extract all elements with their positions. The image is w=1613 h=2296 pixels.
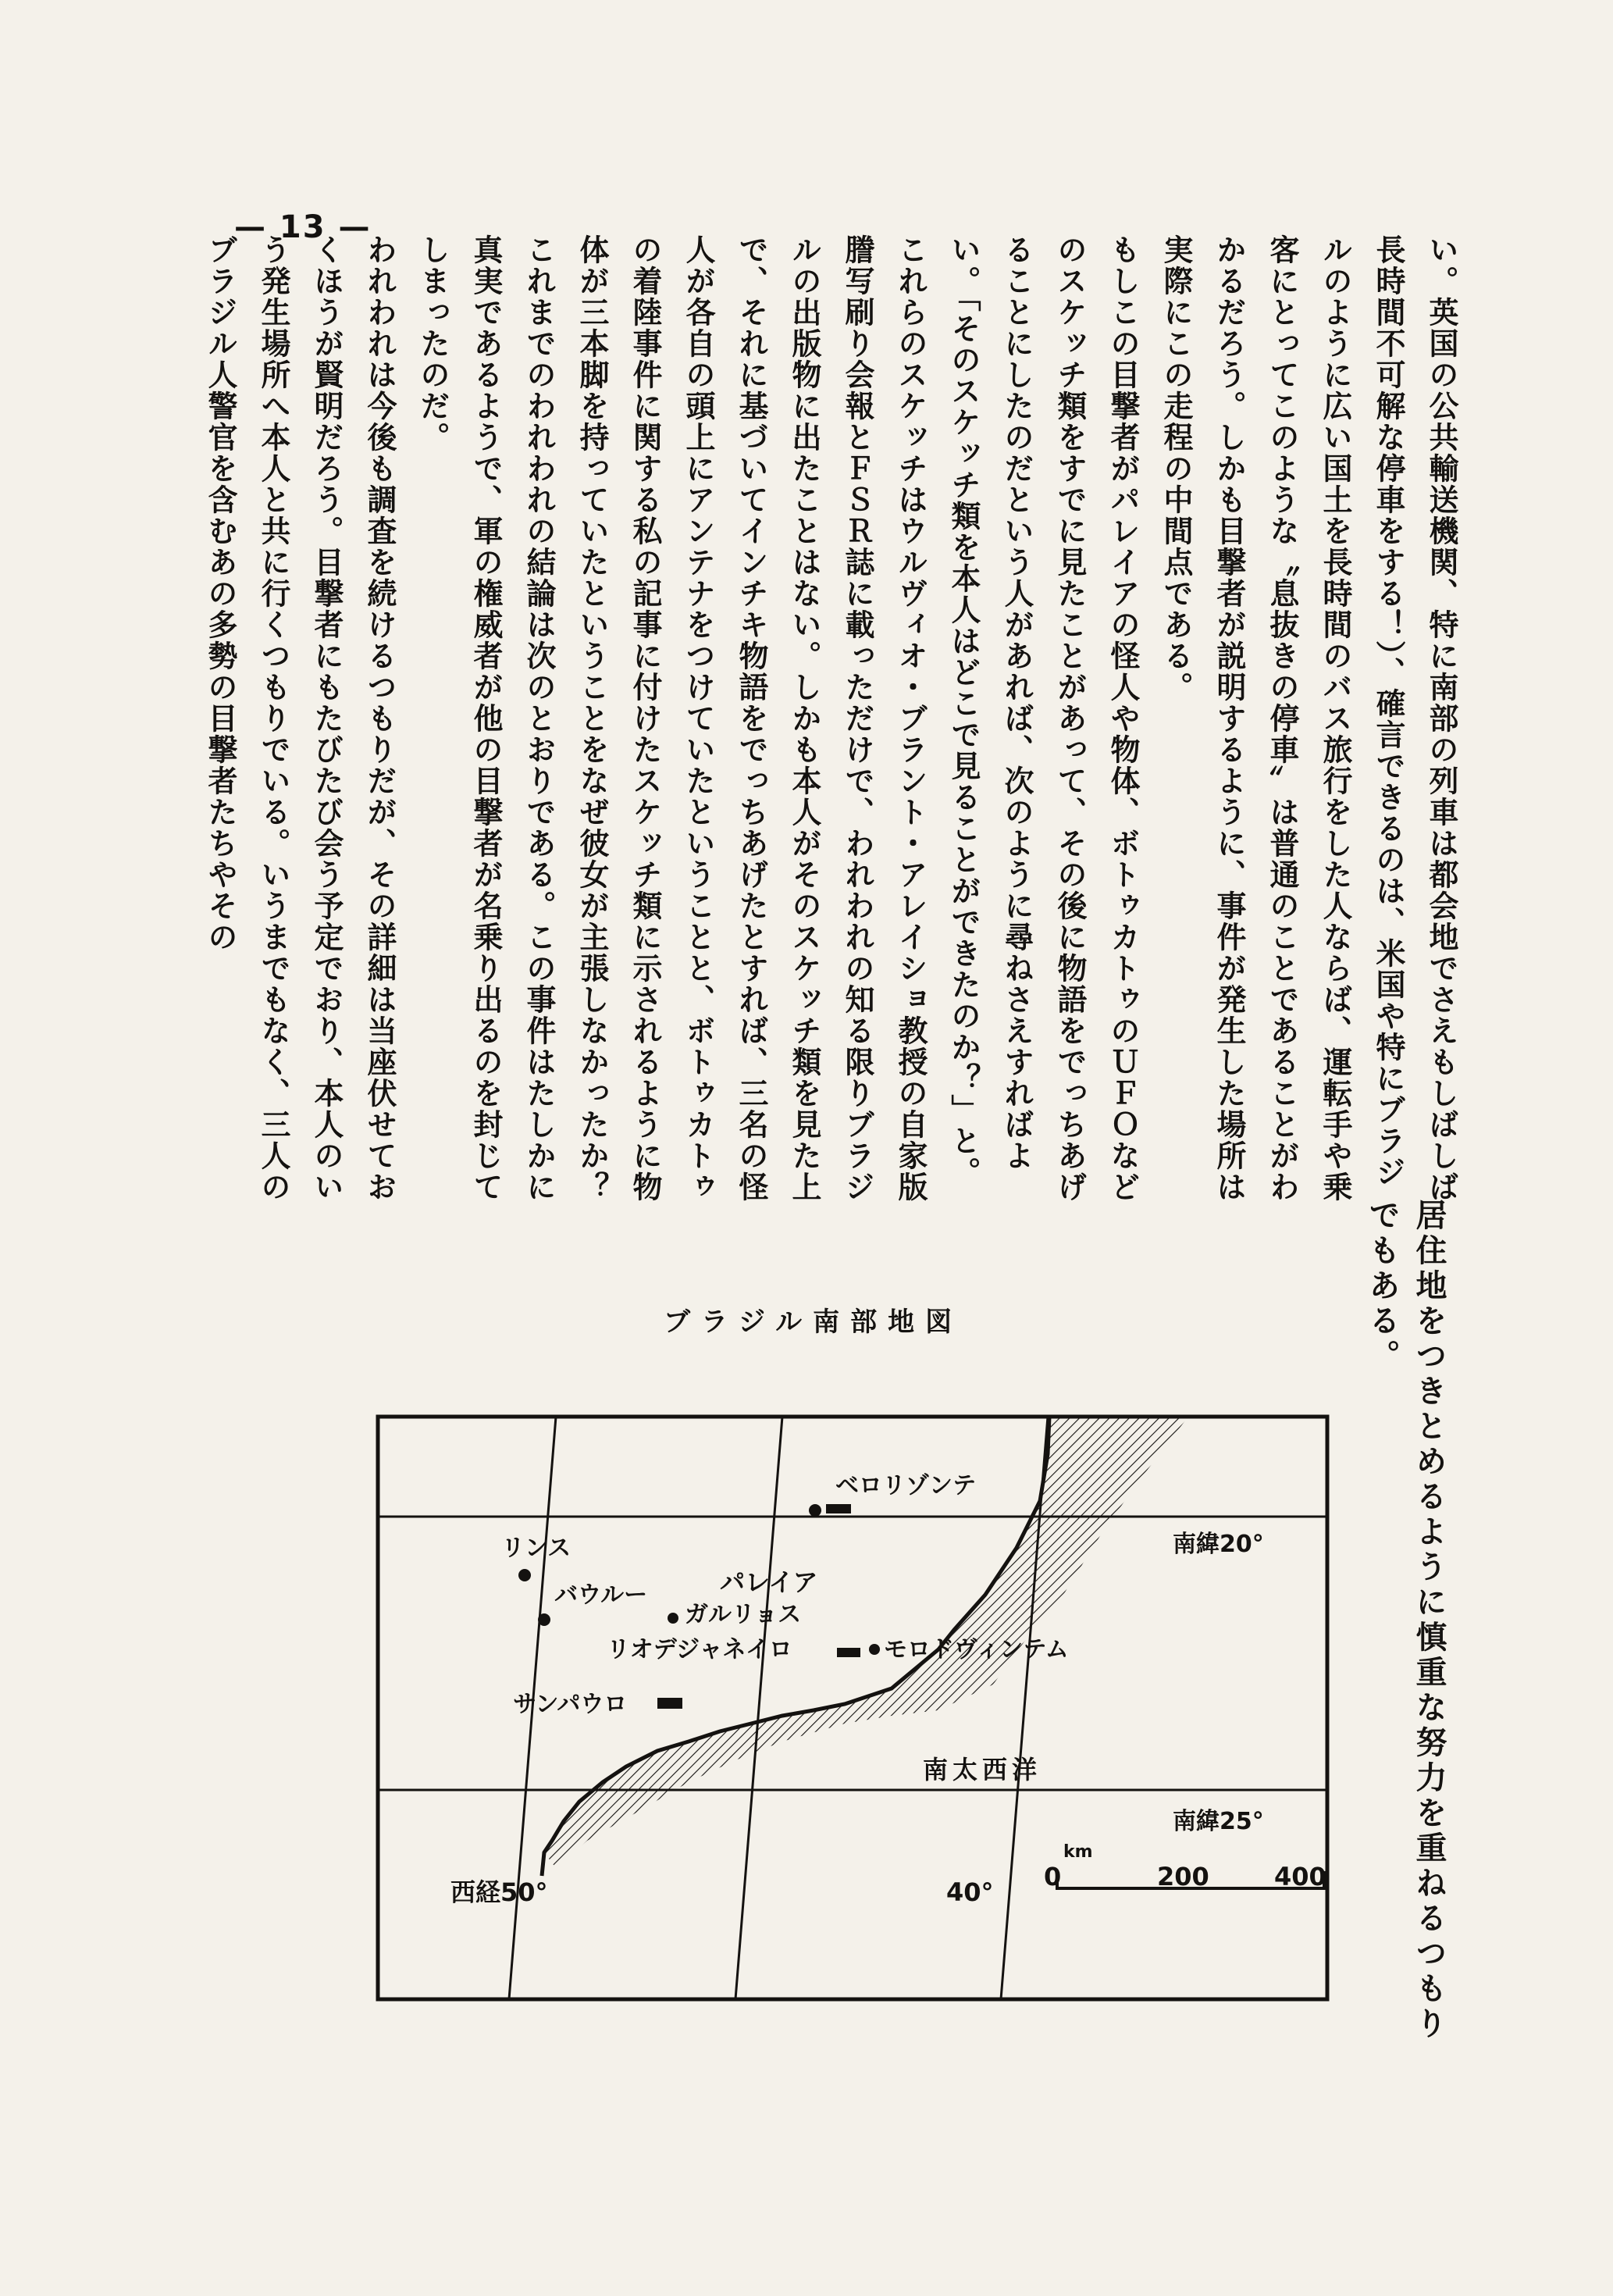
page-number: — 13 —: [234, 209, 372, 245]
label-longitude-50: 西経50°: [450, 1877, 548, 1907]
label-sao-paulo: サンパウロ: [513, 1691, 628, 1718]
label-lins: リンス: [501, 1535, 571, 1562]
label-latitude-25: 南緯25°: [1173, 1808, 1264, 1835]
label-morro-do-vintem: モロドヴィンテム: [884, 1636, 1069, 1663]
scale-label-200: 200: [1157, 1862, 1209, 1891]
paragraph: い。英国の公共輸送機関、特に南部の列車は都会地でさえもしばしば長時間不可解な停車をする！）、確言できるのは、米国や特にブラジルのように広い国土を長時間のバス旅行をした人ならば、運転手や乗客にとってこのような〝息抜きの停車〟は普通のことであることがわかるだろう。しかも目撃者が説明するように、事件が発生した場所は実際にこの走程の中間点である。: [1159, 234, 1458, 1203]
scale-label-400: 400: [1274, 1862, 1326, 1891]
label-garulhos: ガルリョス: [685, 1601, 802, 1628]
label-belo-horizonte: ベロリゾンテ: [835, 1472, 976, 1499]
label-pareia: パレイア: [720, 1567, 818, 1597]
sao-paulo-marker: [657, 1698, 682, 1709]
lins-dot: [518, 1569, 531, 1581]
morro-do-vintem-dot: [869, 1644, 880, 1655]
paragraph: これまでのわれわれの結論は次のとおりである。この事件はたしかに真実であるようで、軍の権威者が他の目撃者が名乗り出るのを封じてしまったのだ。: [415, 234, 556, 1203]
rio-marker: [837, 1648, 860, 1657]
southern-brazil-map: [376, 1415, 1329, 2001]
label-bauru: バウルー: [554, 1581, 648, 1609]
bauru-dot: [538, 1613, 550, 1626]
belo-horizonte-dot: [809, 1504, 821, 1517]
garulhos-dot: [668, 1613, 678, 1624]
label-latitude-20: 南緯20°: [1173, 1531, 1264, 1558]
scale-unit: km: [1063, 1842, 1093, 1862]
scale-label-0: 0: [1044, 1862, 1062, 1891]
label-rio: リオデジャネイロ: [607, 1636, 792, 1663]
belo-horizonte-marker: [826, 1504, 851, 1513]
label-ocean: 南太西洋: [923, 1755, 1042, 1784]
paragraph: われわれは今後も調査を続けるつもりだが、その詳細は当座伏せておくほうが賢明だろう。目撃者にもたびたび会う予定でおり、本人のいう発生場所へ本人と共に行くつもりでいる。いうまでもなく、三人のブラジル人警官を含むあの多勢の目撃者たちやその: [203, 234, 397, 1203]
map-title: ブラジル南部地図: [664, 1307, 963, 1338]
article-text: [203, 234, 1468, 1203]
paragraph: もしこの目撃者がパレイアの怪人や物体、ボトゥカトゥのＵＦＯなどのスケッチ類をすでに見たことがあって、その後に物語をでっちあげることにしたのだという人があれば、次のように尋ねさえすればよい。「そのスケッチ類を本人はどこで見ることができたのか？」と。これらのスケッチはウルヴィオ・ブラント・アレイショ教授の自家版謄写刷り会報とＦＳＲ誌に載っただけで、われわれの知る限りブラジルの出版物に出たことはない。しかも本人がそのスケッチ類を見た上で、それに基づいてインチキ物語をでっちあげたとすれば、三名の怪人が各自の頭上にアンテナをつけていたということと、ボトゥカトゥの着陸事件に関する私の記事に付けたスケッチ類に示されるように物体が三本脚を持っていたということをなぜ彼女が主張しなかったか？: [575, 234, 1140, 1203]
label-longitude-40: 40°: [946, 1877, 994, 1907]
longitude-45-line: [735, 1417, 782, 1999]
continuation-text: 居住地をつきとめるように慎重な努力を重ねるつもりでもある。: [1364, 1199, 1447, 2042]
